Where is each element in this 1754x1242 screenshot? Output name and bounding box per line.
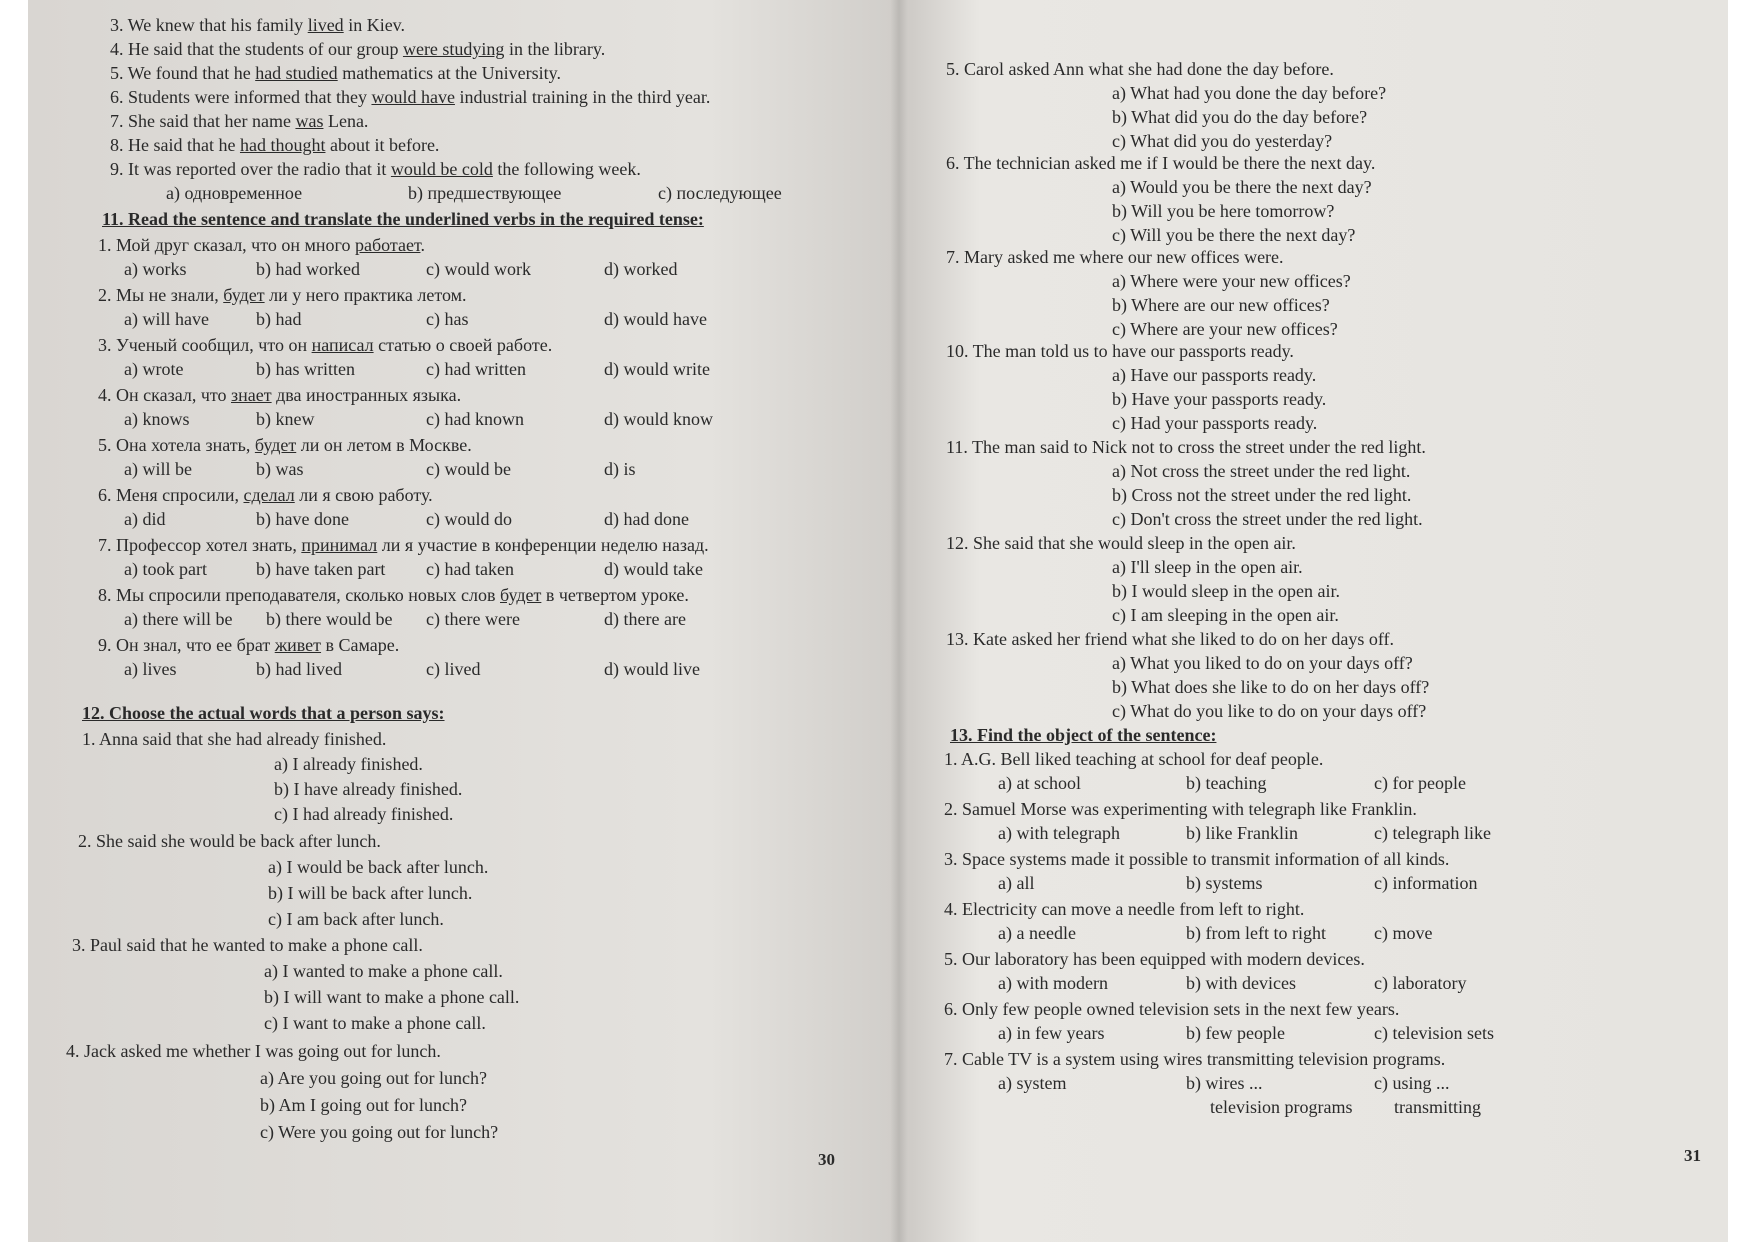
ex11-2-option-b: b) had — [256, 309, 302, 329]
ex12-item-2: 2. She said she would be back after lunch. — [78, 831, 381, 851]
ex11-item-4: 4. Он сказал, что знает два иностранных языка. — [98, 385, 462, 405]
page-number-right: 31 — [1684, 1146, 1701, 1165]
ex11-9-option-d: d) would live — [604, 659, 700, 679]
ex11-5-option-c: c) would be — [426, 459, 511, 479]
ex13-2-option-a: a) with telegraph — [998, 823, 1120, 843]
ex12-item-11: 11. The man said to Nick not to cross the street under the red light. — [946, 437, 1426, 457]
ex10-item-5: 5. We found that he had studied mathematics at the University. — [110, 63, 561, 83]
ex13-1-option-c: c) for people — [1374, 773, 1466, 793]
ex11-item-5: 5. Она хотела знать, будет ли он летом в Москве. — [98, 435, 472, 455]
ex12-item-7: 7. Mary asked me where our new offices were. — [946, 247, 1284, 267]
ex11-heading: 11. Read the sentence and translate the underlined verbs in the required tense: — [102, 209, 704, 229]
ex13-7-option-b: b) wires ... — [1186, 1073, 1263, 1093]
ex13-5-option-c: c) laboratory — [1374, 973, 1467, 993]
ex13-item-7: 7. Cable TV is a system using wires transmitting television programs. — [944, 1049, 1446, 1069]
ex12-6-option-c: c) Will you be there the next day? — [1112, 225, 1356, 245]
ex12-2-option-c: c) I am back after lunch. — [268, 909, 444, 929]
ex12-heading: 12. Choose the actual words that a person says: — [82, 703, 445, 723]
ex12-11-option-b: b) Cross not the street under the red light. — [1112, 485, 1412, 505]
ex13-2-option-c: c) telegraph like — [1374, 823, 1491, 843]
ex12-3-option-a: a) I wanted to make a phone call. — [264, 961, 503, 981]
ex12-5-option-b: b) What did you do the day before? — [1112, 107, 1368, 127]
ex12-10-option-a: a) Have our passports ready. — [1112, 365, 1317, 385]
ex12-2-option-b: b) I will be back after lunch. — [268, 883, 473, 903]
ex11-4-option-d: d) would know — [604, 409, 713, 429]
ex13-3-option-a: a) all — [998, 873, 1035, 893]
left-page — [28, 0, 898, 1242]
ex11-item-2: 2. Мы не знали, будет ли у него практика летом. — [98, 285, 467, 305]
ex13-7-option-c: c) using ... — [1374, 1073, 1450, 1093]
ex13-1-option-a: a) at school — [998, 773, 1081, 793]
ex12-12-option-a: a) I'll sleep in the open air. — [1112, 557, 1303, 577]
ex12-12-option-b: b) I would sleep in the open air. — [1112, 581, 1340, 601]
ex12-item-3: 3. Paul said that he wanted to make a phone call. — [72, 935, 423, 955]
ex12-1-option-c: c) I had already finished. — [274, 804, 454, 824]
ex12-item-10: 10. The man told us to have our passports ready. — [946, 341, 1294, 361]
ex13-5-option-b: b) with devices — [1186, 973, 1296, 993]
ex10-option-a: а) одновременное — [166, 183, 303, 203]
ex13-2-option-b: b) like Franklin — [1186, 823, 1298, 843]
ex12-item-4: 4. Jack asked me whether I was going out for lunch. — [66, 1041, 441, 1061]
ex11-9-option-c: c) lived — [426, 659, 481, 679]
ex11-5-option-d: d) is — [604, 459, 636, 479]
ex10-option-c: с) последующее — [658, 183, 782, 203]
ex11-5-option-b: b) was — [256, 459, 304, 479]
ex12-10-option-c: c) Had your passports ready. — [1112, 413, 1318, 433]
ex12-11-option-c: c) Don't cross the street under the red light. — [1112, 509, 1423, 529]
ex13-6-option-a: a) in few years — [998, 1023, 1105, 1043]
ex12-4-option-a: a) Are you going out for lunch? — [260, 1068, 487, 1088]
ex11-item-9: 9. Он знал, что ее брат живет в Самаре. — [98, 635, 400, 655]
ex12-13-option-b: b) What does she like to do on her days off? — [1112, 677, 1430, 697]
ex12-6-option-a: a) Would you be there the next day? — [1112, 177, 1372, 197]
ex13-item-1: 1. A.G. Bell liked teaching at school for deaf people. — [944, 749, 1324, 769]
ex12-3-option-c: c) I want to make a phone call. — [264, 1013, 486, 1033]
ex13-item-5: 5. Our laboratory has been equipped with modern devices. — [944, 949, 1365, 969]
ex12-2-option-a: a) I would be back after lunch. — [268, 857, 489, 877]
ex11-7-option-d: d) would take — [604, 559, 703, 579]
ex13-3-option-b: b) systems — [1186, 873, 1263, 893]
ex12-4-option-c: c) Were you going out for lunch? — [260, 1122, 499, 1142]
ex12-1-option-a: a) I already finished. — [274, 754, 423, 774]
ex10-option-b: b) предшествующее — [408, 183, 562, 203]
ex12-5-option-c: c) What did you do yesterday? — [1112, 131, 1333, 151]
ex11-4-option-a: a) knows — [124, 409, 190, 429]
ex11-4-option-c: c) had known — [426, 409, 524, 429]
ex11-9-option-a: a) lives — [124, 659, 177, 679]
ex13-item-4: 4. Electricity can move a needle from left to right. — [944, 899, 1305, 919]
ex12-item-5: 5. Carol asked Ann what she had done the day before. — [946, 59, 1334, 79]
ex13-6-option-c: c) television sets — [1374, 1023, 1494, 1043]
ex10-item-4: 4. He said that the students of our group were studying in the library. — [110, 39, 606, 59]
ex11-6-option-b: b) have done — [256, 509, 349, 529]
ex11-8-option-c: c) there were — [426, 609, 520, 629]
right-page — [898, 0, 1728, 1242]
ex11-3-option-d: d) would write — [604, 359, 710, 379]
ex13-4-option-a: a) a needle — [998, 923, 1076, 943]
book-spread — [28, 0, 1728, 1242]
ex13-6-option-b: b) few people — [1186, 1023, 1285, 1043]
ex13-4-option-b: b) from left to right — [1186, 923, 1326, 943]
ex12-11-option-a: a) Not cross the street under the red light. — [1112, 461, 1411, 481]
ex12-4-option-b: b) Am I going out for lunch? — [260, 1095, 467, 1115]
ex12-10-option-b: b) Have your passports ready. — [1112, 389, 1327, 409]
ex11-6-option-d: d) had done — [604, 509, 689, 529]
ex10-item-3: 3. We knew that his family lived in Kiev. — [110, 15, 406, 35]
ex12-item-6: 6. The technician asked me if I would be there the next day. — [946, 153, 1376, 173]
ex13-heading: 13. Find the object of the sentence: — [950, 725, 1217, 745]
ex11-7-option-b: b) have taken part — [256, 559, 386, 579]
ex12-7-option-b: b) Where are our new offices? — [1112, 295, 1330, 315]
ex12-1-option-b: b) I have already finished. — [274, 779, 463, 799]
ex11-1-option-a: a) works — [124, 259, 187, 279]
ex11-6-option-c: c) would do — [426, 509, 512, 529]
ex12-item-12: 12. She said that she would sleep in the open air. — [946, 533, 1296, 553]
ex11-7-option-a: a) took part — [124, 559, 207, 579]
ex11-8-option-a: a) there will be — [124, 609, 233, 629]
ex11-1-option-b: b) had worked — [256, 259, 360, 279]
ex13-3-option-c: c) information — [1374, 873, 1478, 893]
ex12-item-1: 1. Anna said that she had already finished. — [82, 729, 387, 749]
ex11-item-6: 6. Меня спросили, сделал ли я свою работу. — [98, 485, 433, 505]
ex11-3-option-a: a) wrote — [124, 359, 184, 379]
ex12-5-option-a: a) What had you done the day before? — [1112, 83, 1387, 103]
ex11-6-option-a: a) did — [124, 509, 166, 529]
ex10-item-9: 9. It was reported over the radio that it would be cold the following week. — [110, 159, 641, 179]
ex13-1-option-b: b) teaching — [1186, 773, 1267, 793]
ex11-8-option-d: d) there are — [604, 609, 686, 629]
ex13-7-option-a: a) system — [998, 1073, 1067, 1093]
ex11-1-option-d: d) worked — [604, 259, 678, 279]
ex13-item-6: 6. Only few people owned television sets in the next few years. — [944, 999, 1400, 1019]
ex12-13-option-a: a) What you liked to do on your days off? — [1112, 653, 1413, 673]
ex10-item-8: 8. He said that he had thought about it before. — [110, 135, 440, 155]
ex13-4-option-c: c) move — [1374, 923, 1433, 943]
ex13-item-3: 3. Space systems made it possible to transmit information of all kinds. — [944, 849, 1450, 869]
ex13-7-option-c-cont: transmitting — [1394, 1097, 1481, 1117]
page-number-left: 30 — [818, 1150, 835, 1169]
ex12-6-option-b: b) Will you be here tomorrow? — [1112, 201, 1335, 221]
ex10-item-7: 7. She said that her name was Lena. — [110, 111, 369, 131]
ex12-3-option-b: b) I will want to make a phone call. — [264, 987, 520, 1007]
ex11-1-option-c: c) would work — [426, 259, 531, 279]
ex12-13-option-c: c) What do you like to do on your days off? — [1112, 701, 1427, 721]
ex12-7-option-a: a) Where were your new offices? — [1112, 271, 1351, 291]
ex13-7-option-b-cont: television programs — [1210, 1097, 1353, 1117]
ex13-5-option-a: a) with modern — [998, 973, 1108, 993]
ex11-7-option-c: c) had taken — [426, 559, 514, 579]
ex11-5-option-a: a) will be — [124, 459, 192, 479]
ex11-item-8: 8. Мы спросили преподавателя, сколько новых слов будет в четвертом уроке. — [98, 585, 689, 605]
ex10-item-6: 6. Students were informed that they would have industrial training in the third year. — [110, 87, 711, 107]
ex11-2-option-a: a) will have — [124, 309, 209, 329]
ex11-8-option-b: b) there would be — [266, 609, 393, 629]
ex13-item-2: 2. Samuel Morse was experimenting with telegraph like Franklin. — [944, 799, 1417, 819]
ex12-12-option-c: c) I am sleeping in the open air. — [1112, 605, 1339, 625]
ex11-item-3: 3. Ученый сообщил, что он написал статью о своей работе. — [98, 335, 553, 355]
ex11-4-option-b: b) knew — [256, 409, 315, 429]
ex11-2-option-d: d) would have — [604, 309, 707, 329]
ex11-2-option-c: c) has — [426, 309, 469, 329]
book-gutter — [890, 0, 908, 1242]
ex11-3-option-c: c) had written — [426, 359, 526, 379]
ex12-item-13: 13. Kate asked her friend what she liked to do on her days off. — [946, 629, 1395, 649]
ex11-3-option-b: b) has written — [256, 359, 355, 379]
ex11-9-option-b: b) had lived — [256, 659, 342, 679]
ex11-item-1: 1. Мой друг сказал, что он много работает. — [98, 235, 425, 255]
ex11-item-7: 7. Профессор хотел знать, принимал ли я участие в конференции неделю назад. — [98, 535, 709, 555]
ex12-7-option-c: c) Where are your new offices? — [1112, 319, 1338, 339]
